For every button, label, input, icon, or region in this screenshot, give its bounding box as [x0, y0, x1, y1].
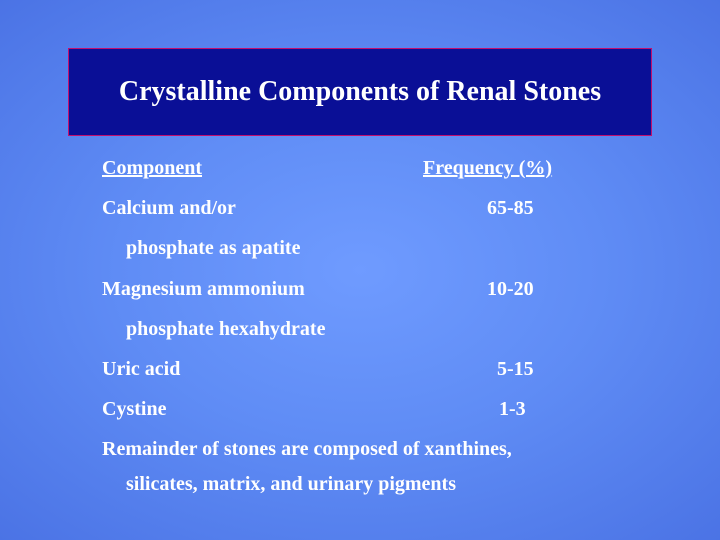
row-magnesium-frequency: 10-20	[487, 278, 534, 300]
row-uric-acid-frequency: 5-15	[497, 358, 534, 380]
title-box	[68, 48, 652, 136]
row-magnesium-component: Magnesium ammonium	[102, 278, 305, 300]
row-calcium-component: Calcium and/or	[102, 197, 236, 219]
footnote-line1: Remainder of stones are composed of xanthines,	[102, 438, 512, 460]
footnote-line2: silicates, matrix, and urinary pigments	[126, 473, 456, 495]
header-component: Component	[102, 157, 203, 179]
row-cystine-component: Cystine	[102, 398, 167, 420]
header-frequency: Frequency (%)	[423, 157, 553, 179]
slide-title: Crystalline Components of Renal Stones	[118, 76, 602, 107]
row-uric-acid-component: Uric acid	[102, 358, 181, 380]
row-magnesium-component-cont: phosphate hexahydrate	[126, 318, 326, 340]
row-cystine-frequency: 1-3	[499, 398, 526, 420]
row-calcium-frequency: 65-85	[487, 197, 534, 219]
row-calcium-component-cont: phosphate as apatite	[126, 237, 301, 259]
